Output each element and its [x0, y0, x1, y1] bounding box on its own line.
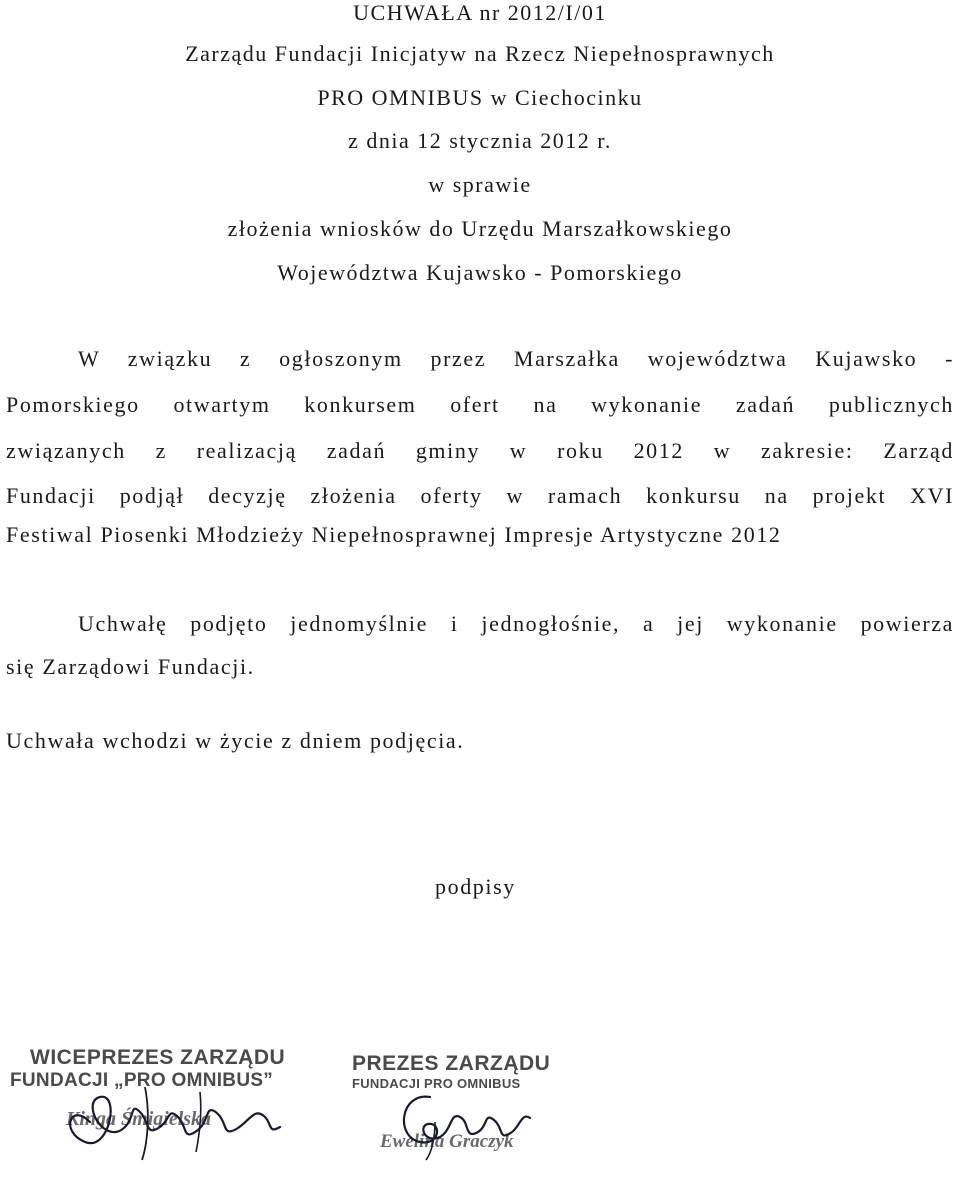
signatures-label: podpisy [435, 874, 516, 899]
signature-right [380, 1082, 540, 1162]
subject-line-2: Województwa Kujawsko - Pomorskiego [277, 260, 683, 285]
stamp-right-title: PREZES ZARZĄDU [352, 1052, 551, 1075]
stamp-left-org: FUNDACJI „PRO OMNIBUS” [10, 1070, 274, 1091]
paragraph-3: Uchwała wchodzi w życie z dniem podjęcia. [6, 728, 465, 753]
resolution-date: z dnia 12 stycznia 2012 r. [348, 128, 612, 153]
resolution-title: UCHWAŁA nr 2012/I/01 [353, 0, 607, 25]
issuer-location: PRO OMNIBUS w Ciechocinku [317, 85, 643, 110]
paragraph-1-line-5: Festiwal Piosenki Młodzieży Niepełnosprawnej Impresje Artystyczne 2012 [6, 522, 782, 547]
issuer-name: Zarządu Fundacji Inicjatyw na Rzecz Niepełnosprawnych [185, 41, 775, 66]
subject-line-1: złożenia wniosków do Urzędu Marszałkowskiego [227, 216, 733, 241]
stamp-right-name: Ewelina Graczyk [380, 1131, 514, 1152]
subject-intro: w sprawie [428, 172, 532, 197]
paragraph-1-line-3: związanych z realizacją zadań gminy w roku 2012 w zakresie: Zarząd [6, 438, 954, 463]
stamp-right-org: FUNDACJI PRO OMNIBUS [352, 1076, 521, 1091]
paragraph-1-line-4: Fundacji podjął decyzję złożenia oferty w ramach konkursu na projekt XVI [6, 483, 954, 508]
paragraph-2-line-2: się Zarządowi Fundacji. [6, 654, 255, 679]
paragraph-2-line-1: Uchwałę podjęto jednomyślnie i jednogłośnie, a jej wykonanie powierza [78, 611, 954, 636]
signature-left [50, 1072, 290, 1162]
paragraph-1-line-2: Pomorskiego otwartym konkursem ofert na wykonanie zadań publicznych [6, 392, 954, 417]
paragraph-1-line-1: W związku z ogłoszonym przez Marszałka województwa Kujawsko - [78, 346, 954, 371]
stamp-left-title: WICEPREZES ZARZĄDU [30, 1046, 286, 1069]
stamp-left-name: Kinga Śmigielska [66, 1108, 212, 1130]
